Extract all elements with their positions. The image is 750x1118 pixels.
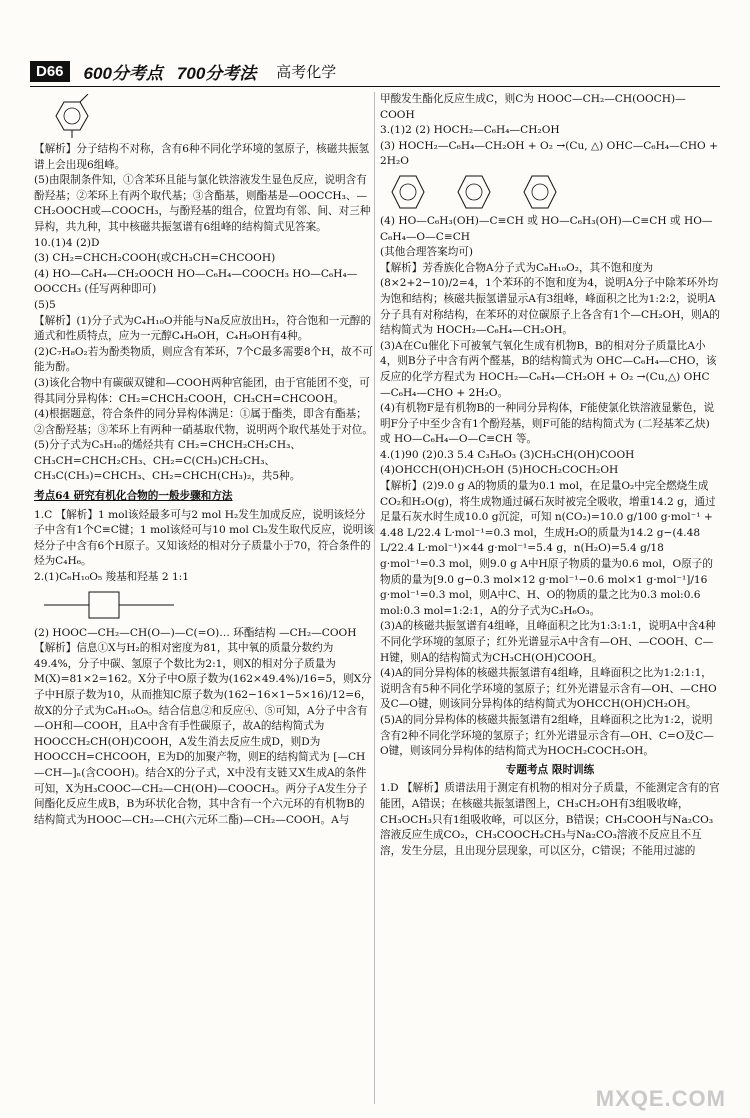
right-para-7: (4)有机物F是有机物B的一种同分异构体，F能使氯化铁溶液显紫色，说明F分子中至少含有1个酚羟基，则F可能的结构简式为 (二羟基苯乙炔) 或 HO—C₆H₄—O—C≡CH 等。 — [380, 402, 715, 446]
page-badge: D66 — [30, 61, 70, 82]
right-para-3: (4) HO—C₆H₃(OH)—C≡CH 或 HO—C₆H₃(OH)—C≡CH 或 HO—C₆H₄—O—C≡CH — [380, 214, 713, 243]
right-para-0: 甲酸发生酯化反应生成C，则C为 HOOC—CH₂—CH(OOCH)—COOH — [380, 93, 686, 121]
section-title-limited: 专题考点 限时训练 — [505, 763, 595, 776]
right-para-13: (5)A的同分异构体的核磁共振氢谱有2组峰，且峰面积之比为1:2，说明含有2种不同化学环境的氢原子；红外光谱显示含有—OH、C=O及C—O键，则该同分异构体的结构简式为HOCH₂COCH₂OH。 — [380, 713, 714, 758]
column-divider — [374, 92, 375, 1104]
section-title-64: 考点64 研究有机化合物的一般步骤和方法 — [34, 490, 233, 503]
left-para-4: (4) HO—C₆H₄—CH₂OOCH HO—C₆H₄—COOCH₃ HO—C₆H₄—OOCCH₃ (任写两种即可) — [34, 267, 358, 296]
subject-title: 高考化学 — [276, 62, 337, 81]
left-para-3: (3) CH₂=CHCH₂COOH(或CH₃CH=CHCOOH) — [34, 252, 276, 265]
left-para-2: 10.(1)4 (2)D — [34, 236, 100, 249]
left-para-9: (4)根据题意，符合条件的同分异构体满足：①属于酯类，即含有酯基；②含酚羟基；③苯环上有两种一硝基取代物，说明两个取代基处于对位。 — [34, 408, 373, 436]
left-para-0: 【解析】分子结构不对称，含有6种不同化学环境的氢原子，核磁共振氢谱上会出现6组峰。 — [34, 143, 370, 171]
left-para-8: (3)该化合物中有碳碳双键和—COOH两种官能团，由于官能团不变，可得其同分异构体：CH₂=CHCH₂COOH，CH₃CH=CHCOOH。 — [34, 376, 370, 405]
right2-para-0: 1.D 【解析】质谱法用于测定有机物的相对分子质量，不能测定含有的官能团，A错误；在核磁共振氢谱图上，CH₃CH₂OH有3组吸收峰，CH₃OCH₃只有1组吸收峰，可以区分，B错误；CH₃COOH与Na₂CO₃溶液反应生成CO₂，CH₃COOCH₂CH₃与Na₂CO₃溶液不反应且不互溶，发生分层，且出现分层现象，可以区分，C错误；不能用过滤的 — [380, 782, 720, 857]
right-para-2: (3) HOCH₂—C₆H₄—CH₂OH + O₂ →(Cu, △) OHC—C₆H₄—CHO + 2H₂O — [380, 139, 718, 168]
salicylic-structure — [34, 94, 124, 140]
left-para-6: 【解析】(1)分子式为C₄H₁₀O并能与Na反应放出H₂，符合饱和一元醇的通式和性质特点，应为一元醇C₄H₉OH，C₄H₉OH有4种。 — [34, 314, 372, 343]
page-header — [30, 58, 720, 84]
benzene-ring-icon — [380, 172, 440, 212]
left-para-10: (5)分子式为C₅H₁₀的烯烃共有 CH₂=CHCH₂CH₂CH₃、CH₃CH=CHCH₂CH₃、CH₂=C(CH₃)CH₂CH₃、CH₃C(CH₃)=CHCH₃、CH₂=CHCH(CH₃)₂，共5种。 — [34, 439, 301, 483]
header-rule — [30, 86, 720, 87]
right-para-8: 4.(1)90 (2)0.3 5.4 C₃H₆O₃ (3)CH₃CH(OH)COOH — [380, 448, 635, 461]
brand-600: 600分考点 — [83, 63, 163, 83]
alkyne-structures — [380, 172, 720, 212]
right-para-1: 3.(1)2 (2) HOCH₂—C₆H₄—CH₂OH — [380, 124, 560, 137]
right-para-6: (3)A在Cu催化下可被氧气氧化生成有机物B，B的相对分子质量比A小4，则B分子中含有两个醛基，B的结构简式为 OHC—C₆H₄—CHO，该反应的化学方程式为 HOCH₂—C₆H₄—CH₂OH + O₂ →(Cu,△) OHC—C₆H₄—CHO + 2H₂O。 — [380, 339, 717, 399]
cyclic-ester-structure — [34, 586, 184, 626]
brand-700: 700分考法 — [176, 63, 257, 83]
left2-para-1: 2.(1)C₆H₁₀O₅ 羧基和羟基 2 1:1 — [34, 571, 189, 584]
left-column — [34, 92, 374, 828]
left-para-1: (5)由限制条件知，①含苯环且能与氯化铁溶液发生显色反应，说明含有酚羟基；②苯环上有两个取代基；③含酯基，则酯基是—OOCCH₃、—CH₂OOCH或—COOCH₃，与酚羟基的组合，位置均有邻、间、对三种异构，共九种，其中核磁共振氢谱有6组峰的结构简式见答案。 — [34, 174, 371, 233]
right-para-5: 【解析】芳香族化合物A分子式为C₈H₁₀O₂，其不饱和度为(8×2+2−10)/2=4，1个苯环的不饱和度为4，说明A分子中除苯环外均为饱和结构；核磁共振氢谱显示A有3组峰，峰面积之比为1:2:2，说明A分子具有对称结构，在苯环的对位碳原子上各含有1个—CH₂OH，则A的结构简式为 HOCH₂—C₆H₄—CH₂OH。 — [380, 261, 720, 337]
left-para-5: (5)5 — [34, 298, 56, 311]
left2-para-3: 【解析】信息①X与H₂的相对密度为81，其中氧的质量分数约为49.4%，分子中碳、氢原子个数比为2:1，则X的相对分子质量为M(X)=81×2=162。X分子中O原子数为(162×49.4%)/16=5，则X分子中H原子数为10，从而推知C原子数为(162−16×1−5×16)/12=6，故X的分子式为C₆H₁₀O₅。结合信息②和反应④、⑤可知，A分子中含有—OH和—COOH，且A中含有手性碳原子，故A的结构简式为HOOCCH₂CH(OH)COOH，A发生消去反应生成D，则D为HOOCCH=CHCOOH，E为D的加聚产物，则E的结构简式为 [—CH—CH—]ₙ(含COOH)。结合X的分子式，X中没有支链又X生成A的条件可知，X为H₃COOC—CH₂—CH(OH)—COOCH₃。两分子A发生分子间酯化反应生成B，B为环状化合物，其中含有一个六元环的有机物B的结构简式为HOOC—CH₂—CH(六元环二酯)—CH₂—COOH。A与 — [34, 642, 372, 826]
right-para-12: (4)A的同分异构体的核磁共振氢谱有4组峰，且峰面积之比为1:2:1:1，说明含有5种不同化学环境的氢原子；红外光谱显示含有—OH、—CHO及C—O键，则该同分异构体的结构简式为OHCCH(OH)CH₂OH。 — [380, 667, 717, 711]
right-para-9: (4)OHCCH(OH)CH₂OH (5)HOCH₂COCH₂OH — [380, 464, 619, 477]
right-para-11: (3)A的核磁共振氢谱有4组峰，且峰面积之比为1:3:1:1，说明A中含4种不同化学环境的氢原子；红外光谱显示A中含有—OH、—COOH、C—H键，则A的结构简式为CH₃CH(OH)COOH。 — [380, 620, 716, 664]
right-para-10: 【解析】(2)9.0 g A的物质的量为0.1 mol，在足量O₂中完全燃烧生成CO₂和H₂O(g)，将生成物通过碱石灰时被完全吸收，增重14.2 g，通过足量石灰水时生成10.0 g沉淀，可知 n(CO₂)=10.0 g/100 g·mol⁻¹ + 4.48 L/22.4 L·mol⁻¹=0.3 mol，生成H₂O的质量为14.2 g−(4.48 L/22.4 L·mol⁻¹)×44 g·mol⁻¹=5.4 g，n(H₂O)=5.4 g/18 g·mol⁻¹=0.3 mol，则9.0 g A中H原子物质的量为0.6 mol，O原子的物质的量为[9.0 g−0.3 mol×12 g·mol⁻¹−0.6 mol×1 g·mol⁻¹]/16 g·mol⁻¹=0.3 mol，则A中C、H、O的物质的量之比为0.3 mol:0.6 mol:0.3 mol=1:2:1，A的分子式为C₃H₆O₃。 — [380, 480, 716, 617]
benzene-ring-icon — [512, 172, 572, 212]
left2-para-2: (2) HOOC—CH₂—CH(O—)—C(=O)… 环酯结构 —CH₂—COOH — [34, 626, 357, 639]
watermark-logo: MXQE.COM — [595, 1086, 726, 1111]
left-para-7: (2)C₇H₈O₂若为酚类物质，则应含有苯环，7个C最多需要8个H，故不可能为酚。 — [34, 345, 373, 374]
benzene-ring-icon — [446, 172, 506, 212]
right-column — [380, 92, 720, 859]
left2-para-0: 1.C 【解析】1 mol该烃最多可与2 mol H₂发生加成反应，说明该烃分子中含有1个C≡C键；1 mol该烃可与10 mol Cl₂发生取代反应，说明该烃分子中含有6个H原子。又知该烃的相对分子质量小于70，符合条件的烃为C₄H₆。 — [34, 508, 374, 568]
right-para-4: (其他合理答案均可) — [380, 246, 474, 259]
